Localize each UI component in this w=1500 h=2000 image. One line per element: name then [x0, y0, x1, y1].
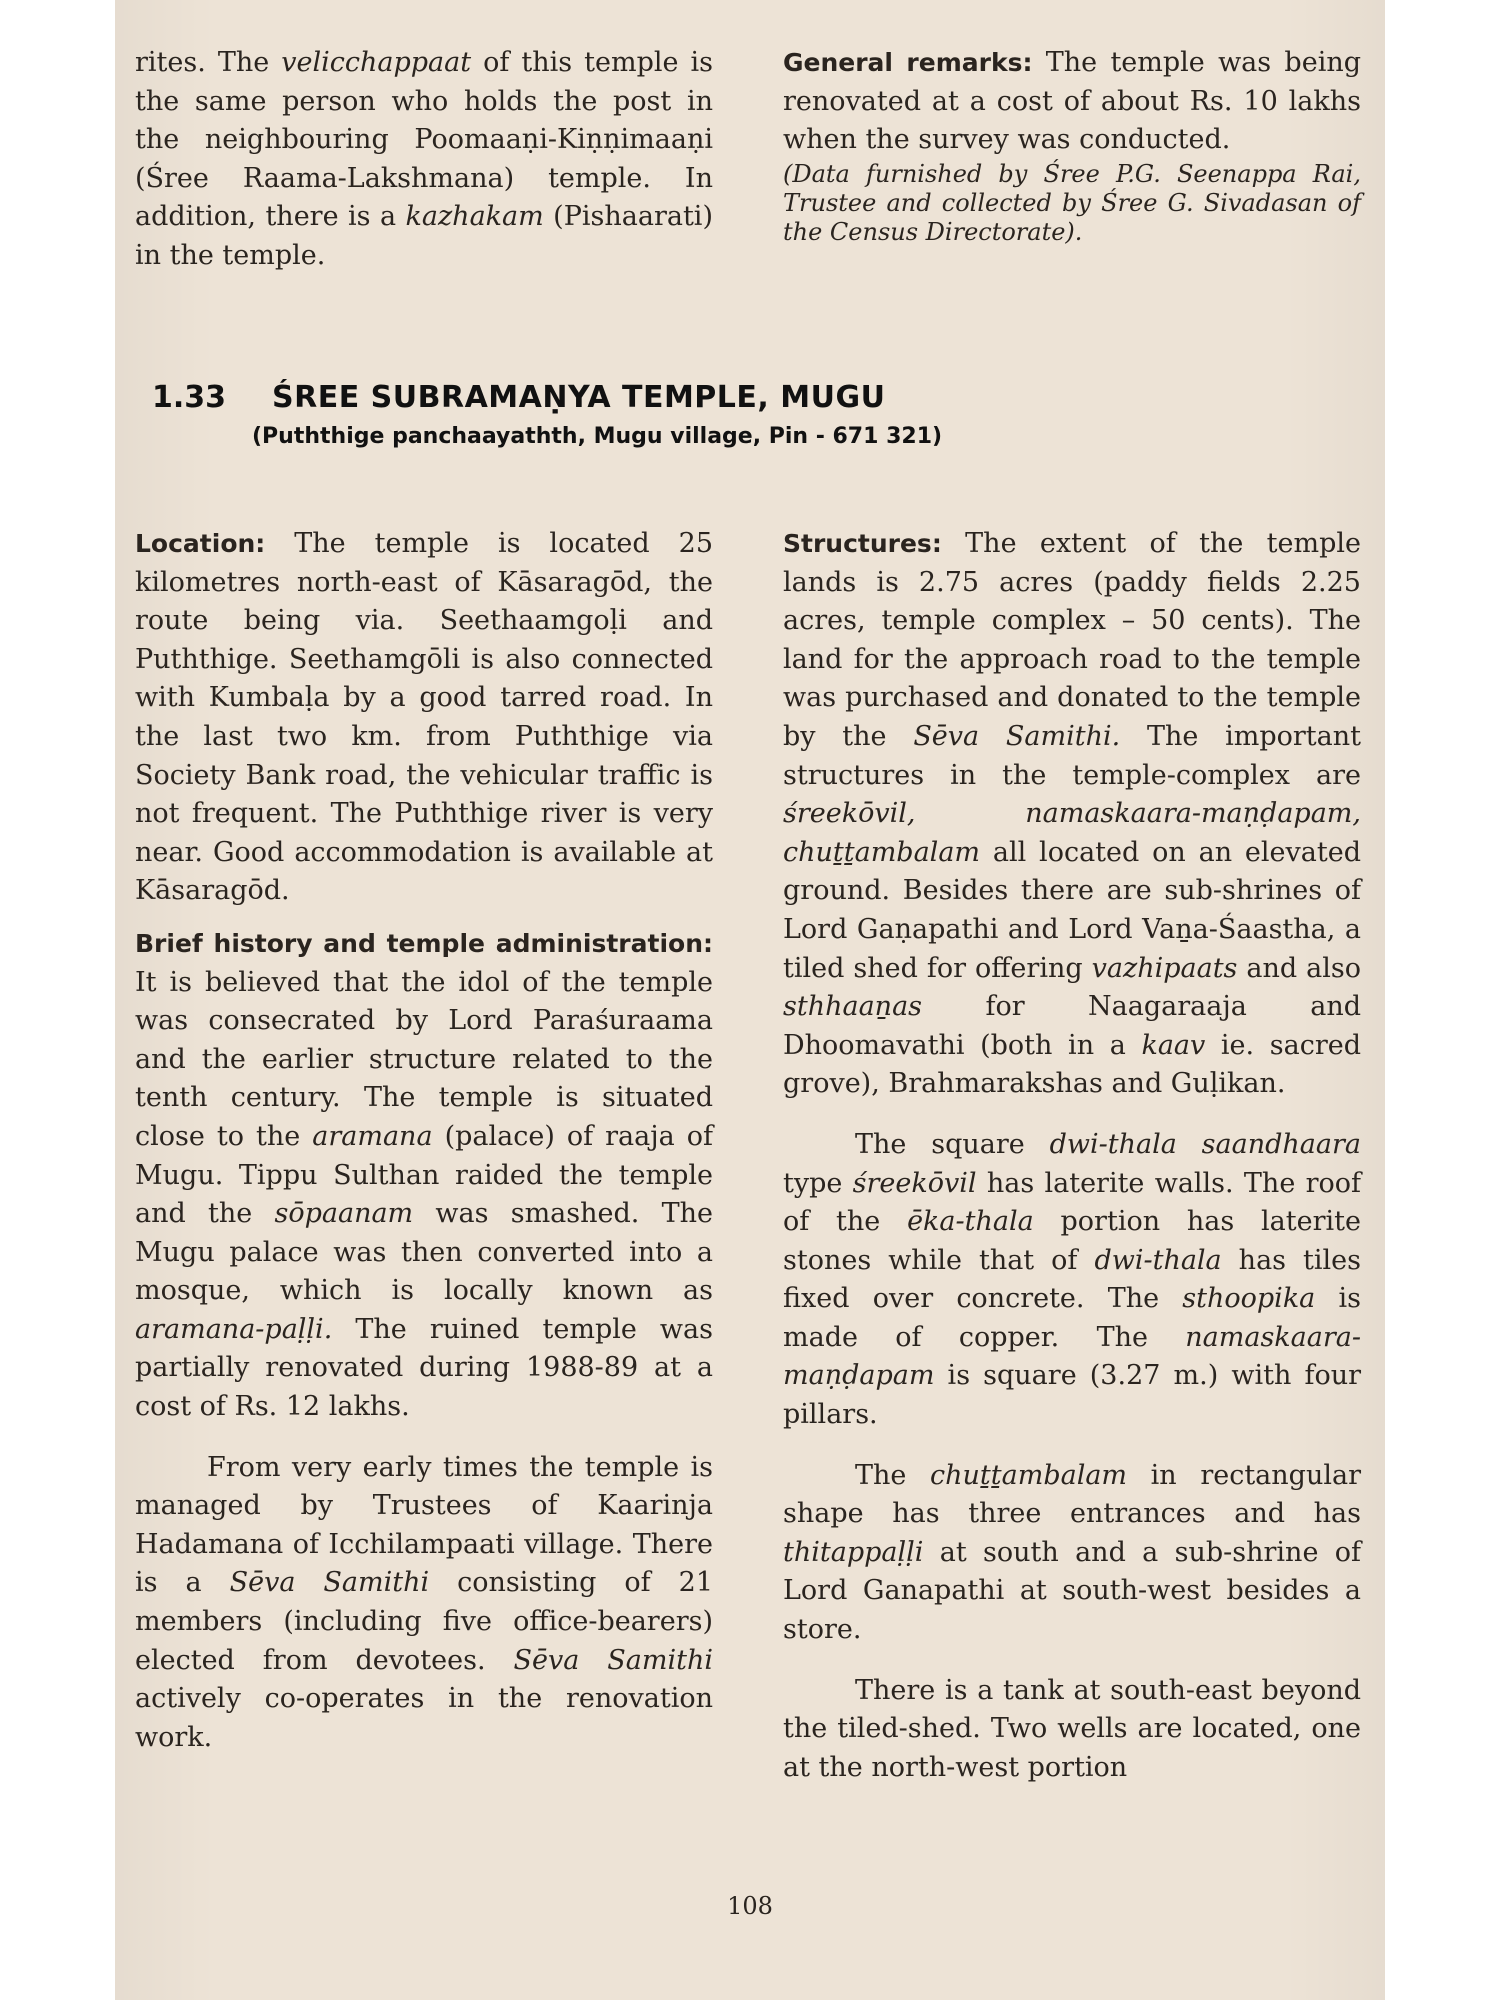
administration-paragraph: From very early times the temple is managed by Trustees of Kaarinja Hadamana of Icchilampaati village. There is a Sēva Samithi consisting of 21 members (including five office-bearers) elected from devotees. Sēva Samithi actively co-operates in the renovation work.: [135, 1451, 713, 1753]
section-number: 1.33: [152, 380, 227, 415]
general-remarks-label: General remarks:: [783, 48, 1033, 77]
continuation-paragraph: rites. The velicchappaat of this temple is the same person who holds the post in the neighbouring Poomaaṇi-Kiṇṇimaaṇi (Śree Raama-Lakshmana) temple. In addition, there is a kazhakam (Pishaarati) in the temple.: [135, 47, 713, 271]
right-column: [783, 525, 1361, 1787]
location-label: Location:: [135, 529, 266, 558]
section-subtitle: (Puththige panchaayathth, Mugu village, Pin - 671 321): [252, 424, 943, 449]
data-source-note: (Data furnished by Śree P.G. Seenappa Rai, Trustee and collected by Śree G. Sivadasan of the Census Directorate).: [783, 159, 1361, 246]
general-remarks-paragraph: General remarks: The temple was being renovated at a cost of about Rs. 10 lakhs when the survey was conducted.: [783, 47, 1362, 156]
location-paragraph: Location: The temple is located 25 kilometres north-east of Kāsaragōd, the route being via. Seethaamgoḷi and Puththige. Seethamgōli is also connected with Kumbaḷa by a good tarred road. In the last two km. from Puththige via Society Bank road, the vehicular traffic is not frequent. The Puththige river is very near. Good accommodation is available at Kāsaragōd.: [135, 528, 713, 907]
page-number: 108: [727, 1892, 773, 1920]
section-title: ŚREE SUBRAMAṆYA TEMPLE, MUGU: [272, 380, 886, 415]
history-paragraph: Brief history and temple administration: It is believed that the idol of the temple was consecrated by Lord Paraśuraama and the earlier structure related to the tenth century. The temple is situated close to the aramana (palace) of raaja of Mugu. Tippu Sulthan raided the temple and the sōpaanam was smashed. The Mugu palace was then converted into a mosque, which is locally known as aramana-paḷḷi. The ruined temple was partially renovated during 1988-89 at a cost of Rs. 12 lakhs.: [135, 928, 713, 1423]
top-right-column: [783, 44, 1361, 247]
tank-paragraph: There is a tank at south-east beyond the tiled-shed. Two wells are located, one at the north-west portion: [783, 1674, 1361, 1783]
structures-label: Structures:: [783, 529, 942, 558]
sreekovil-paragraph: The square dwi-thala saandhaara type śreekōvil has laterite walls. The roof of the ēka-thala portion has laterite stones while that of dwi-thala has tiles fixed over concrete. The sthoopika is made of copper. The namaskaara-maṇḍapam is square (3.27 m.) with four pillars.: [783, 1128, 1362, 1431]
structures-paragraph: Structures: The extent of the temple lands is 2.75 acres (paddy fields 2.25 acres, temple complex – 50 cents). The land for the approach road to the temple was purchased and donated to the temple by the Sēva Samithi. The important structures in the temple-complex are śreekōvil, namaskaara-maṇḍapam, chuṯṯambalam all located on an elevated ground. Besides there are sub-shrines of Lord Gaṇapathi and Lord Vaṉa-Śaastha, a tiled shed for offering vazhipaats and also sthhaaṉas for Naagaraaja and Dhoomavathi (both in a kaav ie. sacred grove), Brahmarakshas and Guḷikan.: [783, 528, 1362, 1100]
history-label: Brief history and temple administration:: [135, 928, 713, 958]
section-heading: [152, 380, 885, 415]
chuttambalam-paragraph: The chuṯṯambalam in rectangular shape has three entrances and has thitappaḷḷi at south and a sub-shrine of Lord Ganapathi at south-west besides a store.: [783, 1459, 1361, 1646]
top-left-column: [135, 44, 713, 276]
book-page: [115, 0, 1385, 2000]
left-column: [135, 525, 713, 1757]
